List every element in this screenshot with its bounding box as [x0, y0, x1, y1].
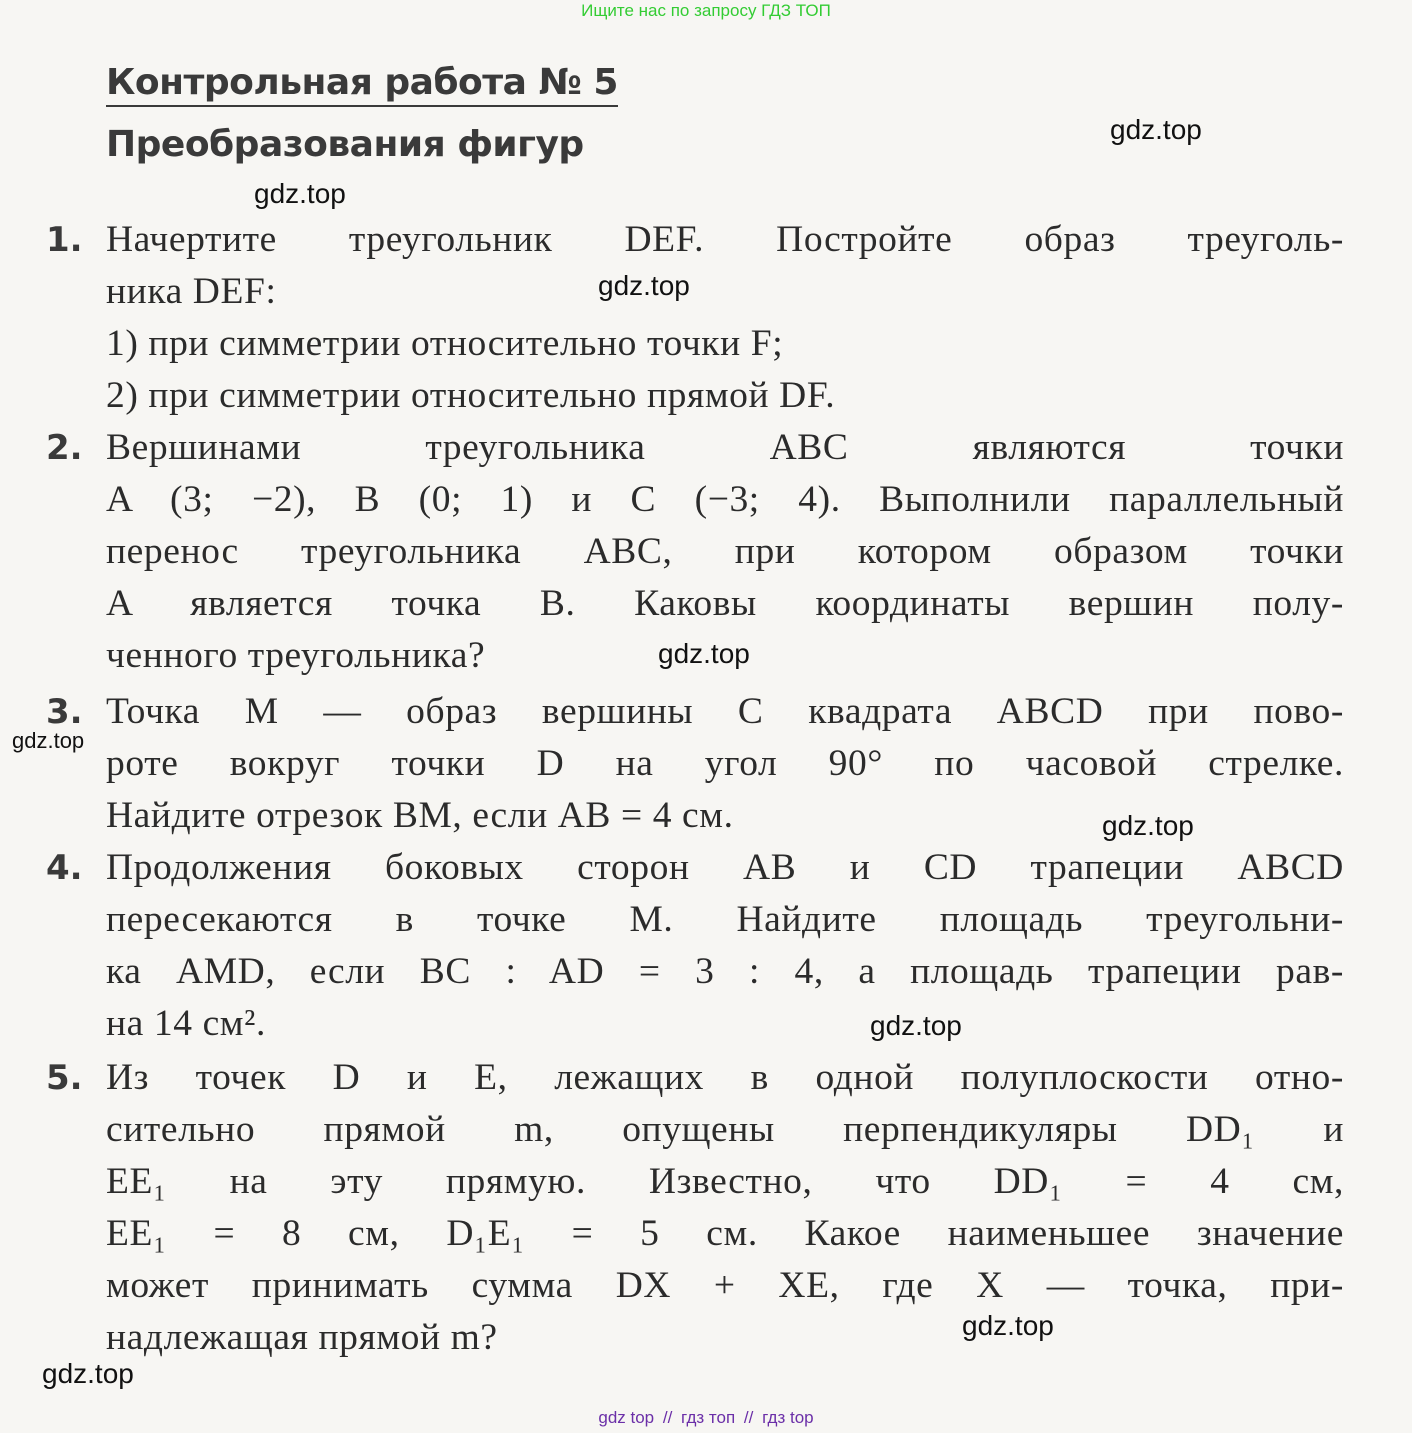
watermark: gdz.top — [658, 638, 750, 669]
watermark: gdz.top — [42, 1358, 134, 1389]
footer-separator: // — [743, 1408, 754, 1427]
watermark: gdz.top — [962, 1310, 1054, 1341]
task-1-line-1: Начертите треугольник DEF. Постройте образ треуголь- — [106, 219, 1344, 260]
task-5-line-4: EE₁ = 8 см, D₁E₁ = 5 см. Какое наименьшее значение — [106, 1213, 1344, 1254]
task-4-line-2: пересекаются в точке M. Найдите площадь треугольни- — [106, 899, 1344, 940]
task-3-line-1: Точка M — образ вершины C квадрата ABCD при пово- — [106, 691, 1344, 732]
task-5-line-6: надлежащая прямой m? — [106, 1317, 498, 1358]
task-number-4: 4. — [46, 848, 83, 888]
task-5-line-1: Из точек D и E, лежащих в одной полуплоскости отно- — [106, 1057, 1344, 1098]
task-1-line-3: 1) при симметрии относительно точки F; — [106, 323, 784, 364]
task-3-line-3: Найдите отрезок BM, если AB = 4 см. — [106, 795, 734, 836]
page-subtitle: Преобразования фигур — [106, 124, 584, 165]
watermark: gdz.top — [254, 178, 346, 209]
footer-link[interactable]: гдз top — [762, 1408, 814, 1427]
task-2-line-2: A (3; −2), B (0; 1) и C (−3; 4). Выполнили параллельный — [106, 479, 1344, 520]
footer-links — [0, 1408, 1412, 1428]
top-banner: Ищите нас по запросу ГДЗ ТОП — [581, 1, 831, 20]
task-4-line-1: Продолжения боковых сторон AB и CD трапеции ABCD — [106, 847, 1344, 888]
task-5-line-5: может принимать сумма DX + XE, где X — точка, при- — [106, 1265, 1344, 1306]
footer-link[interactable]: gdz top — [598, 1408, 655, 1427]
task-2-line-1: Вершинами треугольника ABC являются точки — [106, 427, 1344, 468]
task-1-line-2: ника DEF: — [106, 271, 277, 312]
footer-separator: // — [662, 1408, 673, 1427]
watermark: gdz.top — [1110, 114, 1202, 145]
task-3-line-2: роте вокруг точки D на угол 90° по часовой стрелке. — [106, 743, 1344, 784]
footer-link[interactable]: гдз топ — [681, 1408, 736, 1427]
task-2-line-4: A является точка B. Каковы координаты вершин полу- — [106, 583, 1344, 624]
task-4-line-3: ка AMD, если BC : AD = 3 : 4, а площадь трапеции рав- — [106, 951, 1344, 992]
watermark: gdz.top — [12, 728, 85, 753]
task-number-3: 3. — [46, 692, 83, 732]
watermark: gdz.top — [1102, 810, 1194, 841]
task-number-5: 5. — [46, 1058, 83, 1098]
task-2-line-5: ченного треугольника? — [106, 635, 486, 676]
watermark: gdz.top — [870, 1010, 962, 1041]
task-5-line-3: EE₁ на эту прямую. Известно, что DD₁ = 4 см, — [106, 1161, 1344, 1202]
task-2-line-3: перенос треугольника ABC, при котором образом точки — [106, 531, 1344, 572]
task-5-line-2: сительно прямой m, опущены перпендикуляры DD₁ и — [106, 1109, 1344, 1150]
task-number-1: 1. — [46, 220, 83, 260]
task-4-line-4: на 14 см². — [106, 1003, 266, 1044]
task-1-line-4: 2) при симметрии относительно прямой DF. — [106, 375, 836, 416]
task-number-2: 2. — [46, 428, 83, 468]
watermark: gdz.top — [598, 270, 690, 301]
page-title: Контрольная работа № 5 — [106, 62, 618, 107]
